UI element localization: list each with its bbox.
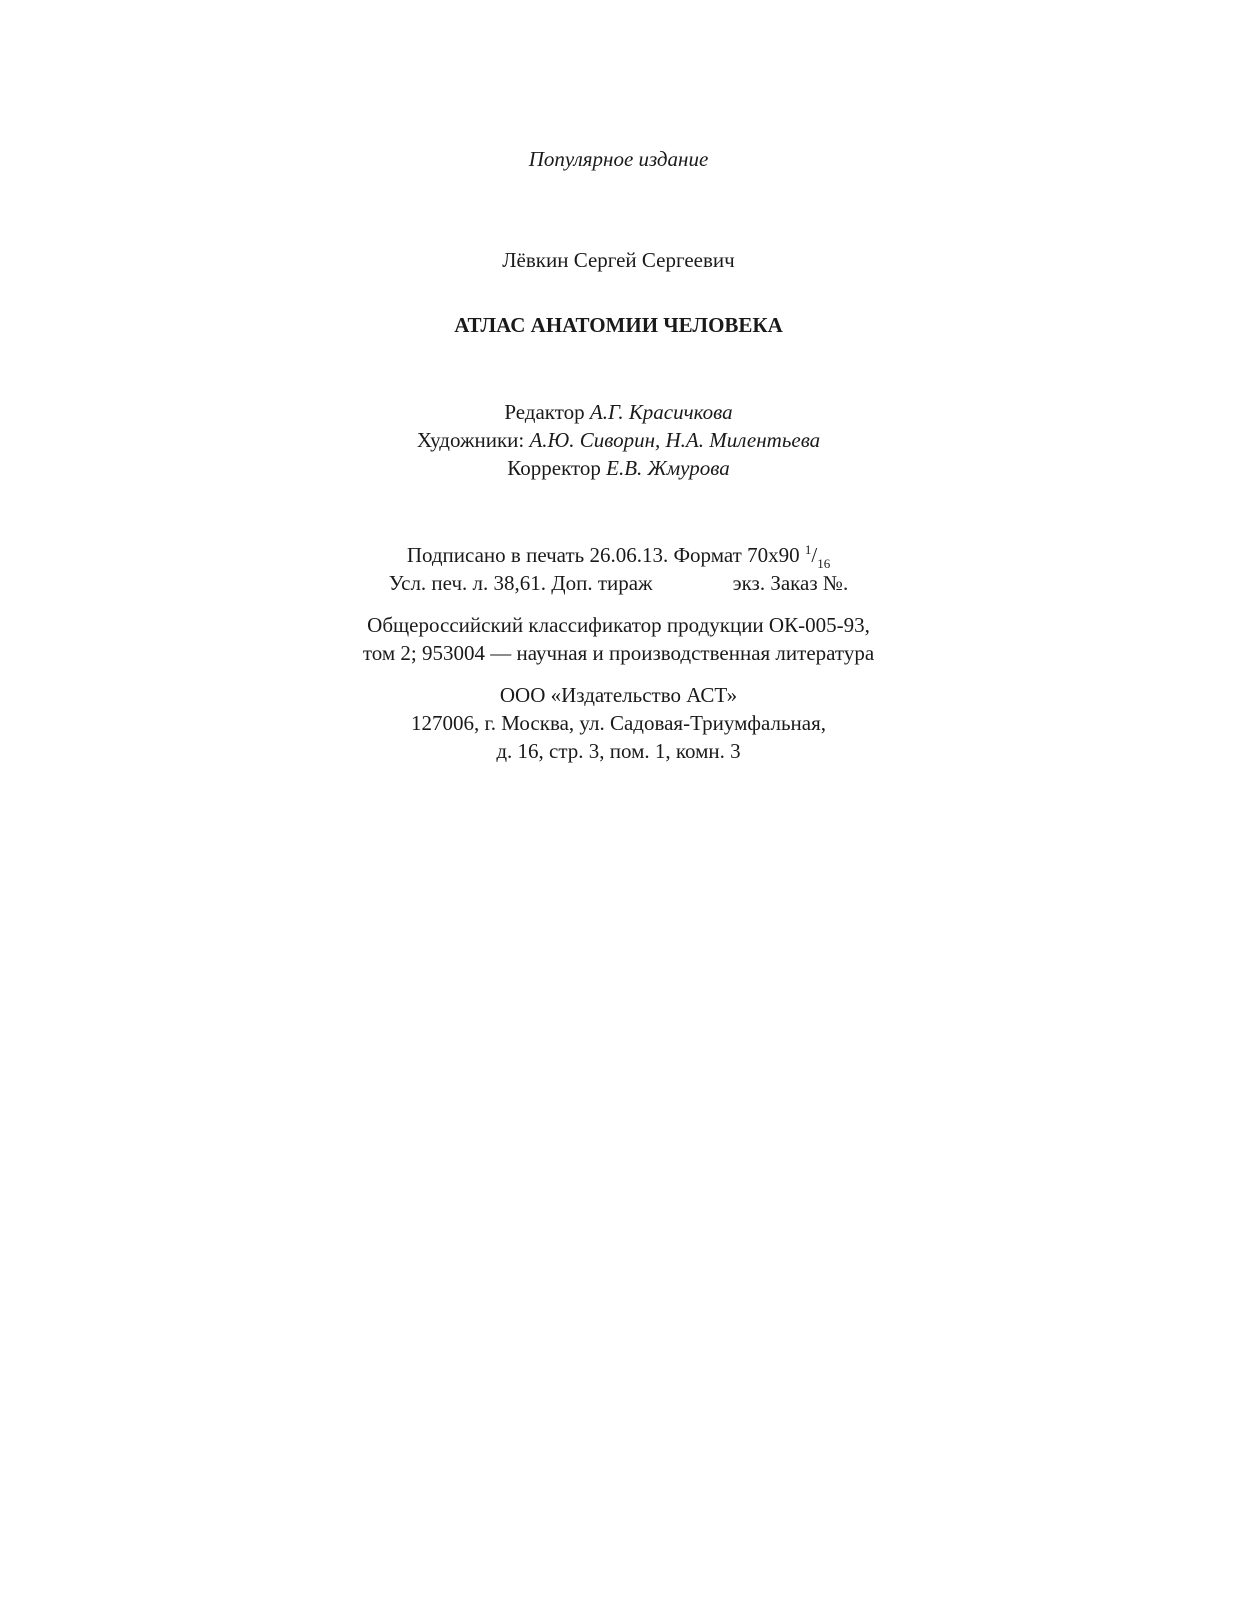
classifier-line-1: Общероссийский классификатор продукции ОК-005-93, (367, 613, 870, 637)
artists-names: А.Ю. Сиворин, Н.А. Милентьева (529, 428, 821, 452)
artists-label: Художники: (416, 428, 525, 452)
proofreader-line (0, 454, 1237, 482)
classifier-line-2: том 2; 953004 — научная и производственная литература (362, 641, 875, 665)
format-slash: / (811, 543, 818, 567)
editor-label: Редактор (504, 400, 585, 424)
publisher-name: ООО «Издательство АСТ» (499, 683, 738, 707)
proofreader-name: Е.В. Жмурова (606, 456, 730, 480)
print-sheets-line (0, 569, 1237, 597)
format-numerator: 1 (804, 542, 812, 557)
print-sheets-text: Усл. печ. л. 38,61. Доп. тираж (388, 571, 653, 595)
print-signed-line (0, 541, 1237, 569)
publisher-address-2: д. 16, стр. 3, пом. 1, комн. 3 (496, 739, 741, 763)
proofreader-label: Корректор (507, 456, 601, 480)
book-title: АТЛАС АНАТОМИИ ЧЕЛОВЕКА (454, 313, 783, 337)
editor-line (0, 398, 1237, 426)
edition-type: Популярное издание (528, 147, 709, 171)
author-name: Лёвкин Сергей Сергеевич (502, 248, 735, 272)
print-signed-text: Подписано в печать 26.06.13. Формат 70x90 (406, 543, 800, 567)
format-denominator: 16 (817, 556, 831, 571)
publisher-address-1: 127006, г. Москва, ул. Садовая-Триумфальная, (411, 711, 826, 735)
artists-line (0, 426, 1237, 454)
editor-name: А.Г. Красичкова (589, 400, 733, 424)
print-order-text: экз. Заказ №. (732, 571, 849, 595)
